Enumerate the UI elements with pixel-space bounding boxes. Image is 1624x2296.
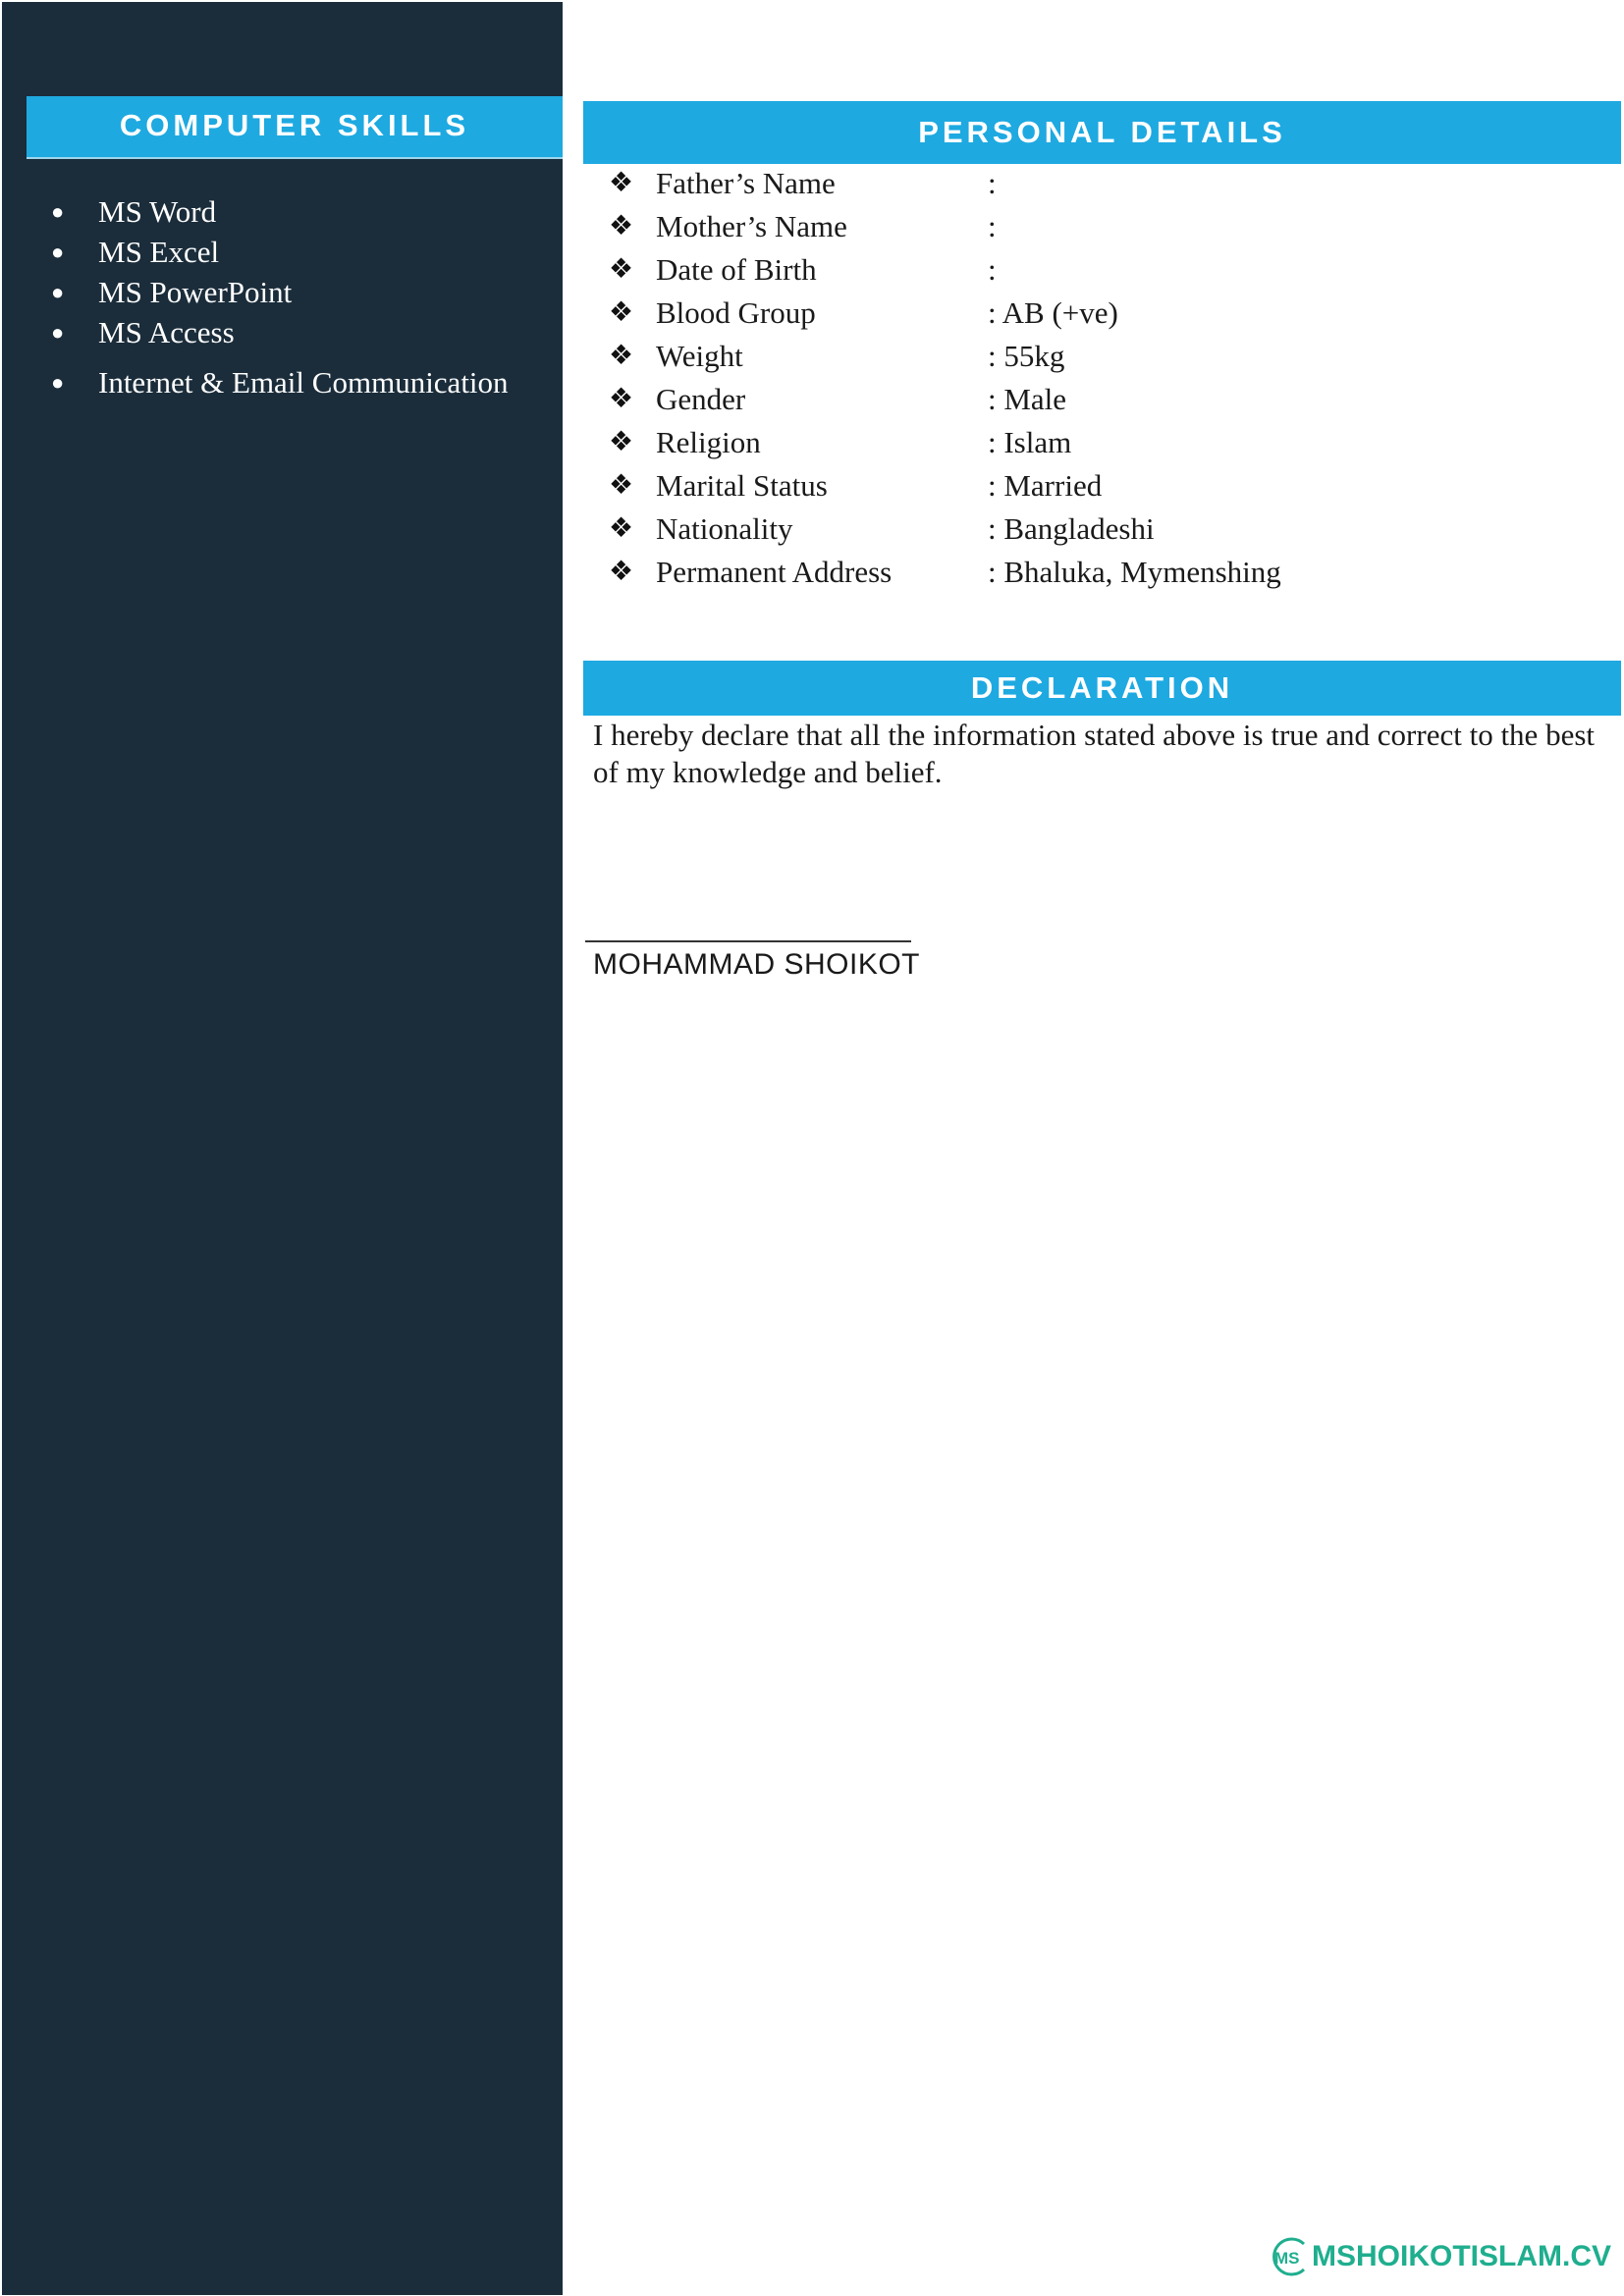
declaration-text: I hereby declare that all the information stated above is true and correct to the best of my knowledge and belief.	[593, 718, 1596, 789]
list-item	[0, 362, 509, 402]
detail-value: : Married	[988, 468, 1103, 503]
personal-details-header: PERSONAL DETAILS	[583, 101, 1621, 164]
detail-label: Nationality	[656, 511, 793, 546]
signature-name: MOHAMMAD SHOIKOT	[593, 948, 921, 981]
detail-label: Weight	[656, 339, 743, 373]
skill-label: MS Access	[98, 315, 235, 349]
watermark-text: MSHOIKOTISLAM.CV	[1312, 2240, 1611, 2272]
bullet-icon: ●	[51, 320, 65, 345]
bullet-icon: ●	[51, 199, 65, 224]
detail-value: : AB (+ve)	[988, 295, 1118, 330]
bullet-icon: ●	[51, 370, 65, 395]
skills-list	[0, 191, 509, 402]
detail-label: Religion	[656, 425, 761, 459]
detail-label: Father’s Name	[656, 166, 836, 200]
diamond-bullet-icon: ❖	[609, 297, 634, 328]
diamond-bullet-icon: ❖	[609, 384, 634, 414]
bullet-icon: ●	[51, 280, 65, 304]
signature-line	[585, 940, 911, 942]
detail-value: :	[988, 209, 997, 243]
skill-label: MS Word	[98, 194, 217, 229]
detail-label: Permanent Address	[656, 555, 893, 589]
detail-label: Blood Group	[656, 295, 816, 330]
detail-value: : Bangladeshi	[988, 511, 1155, 546]
diamond-bullet-icon: ❖	[609, 341, 634, 371]
detail-value: :	[988, 252, 997, 287]
detail-label: Gender	[656, 382, 746, 416]
skill-label: Internet & Email Communication	[98, 365, 509, 400]
diamond-bullet-icon: ❖	[609, 557, 634, 587]
ms-logo-icon	[1269, 2234, 1310, 2279]
diamond-bullet-icon: ❖	[609, 211, 634, 241]
list-item	[0, 232, 509, 272]
skill-label: MS Excel	[98, 235, 220, 269]
detail-value: : Male	[988, 382, 1067, 416]
list-item	[0, 272, 509, 312]
detail-label: Mother’s Name	[656, 209, 847, 243]
diamond-bullet-icon: ❖	[609, 427, 634, 457]
watermark	[1269, 2234, 1611, 2279]
detail-value: :	[988, 166, 997, 200]
declaration-header: DECLARATION	[583, 661, 1621, 716]
detail-value: : 55kg	[988, 339, 1065, 373]
detail-label: Date of Birth	[656, 252, 817, 287]
list-item	[0, 312, 509, 352]
detail-value: : Bhaluka, Mymenshing	[988, 555, 1281, 589]
diamond-bullet-icon: ❖	[609, 470, 634, 501]
diamond-bullet-icon: ❖	[609, 168, 634, 198]
computer-skills-header: COMPUTER SKILLS	[27, 96, 563, 159]
diamond-bullet-icon: ❖	[609, 513, 634, 544]
bullet-icon: ●	[51, 240, 65, 264]
ms-logo-text: MS	[1274, 2249, 1300, 2268]
detail-value: : Islam	[988, 425, 1072, 459]
skill-label: MS PowerPoint	[98, 275, 293, 309]
detail-label: Marital Status	[656, 468, 828, 503]
list-item	[0, 191, 509, 232]
diamond-bullet-icon: ❖	[609, 254, 634, 285]
